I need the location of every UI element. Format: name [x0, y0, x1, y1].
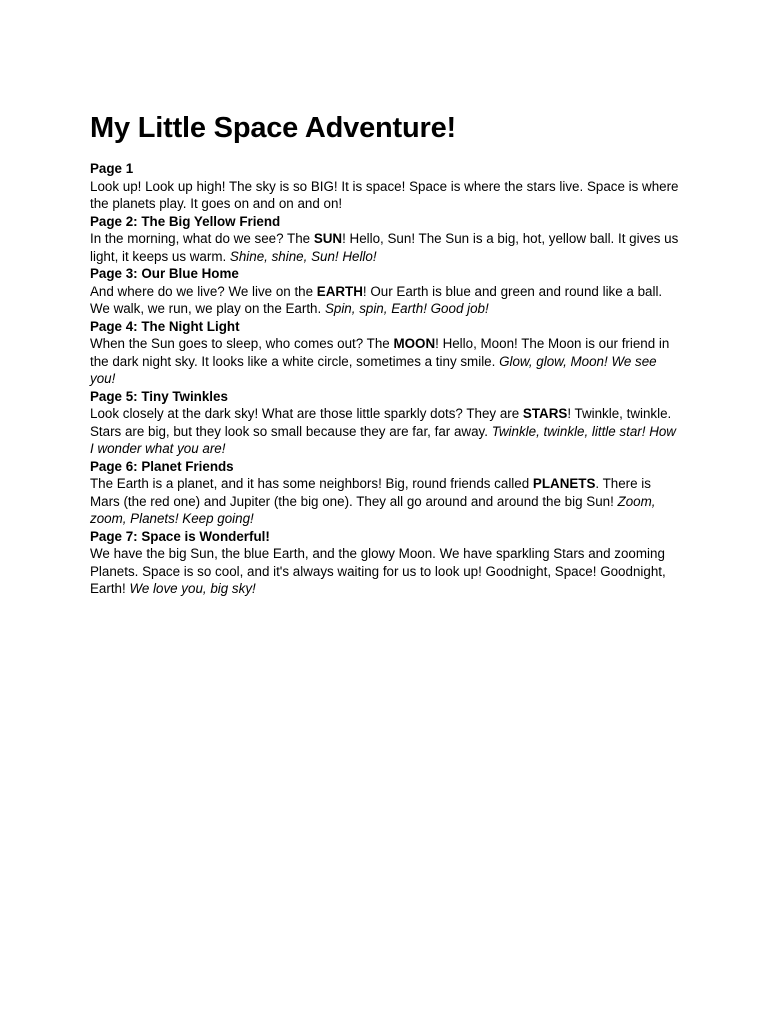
highlight-word: EARTH [316, 283, 363, 299]
section-page-2 [90, 213, 680, 266]
body-text: ! Our Earth is blue and green and round like a ball. We walk, we run, we play on the Earth. [90, 283, 663, 316]
document-title: My Little Space Adventure! [90, 112, 456, 144]
section-body [90, 230, 680, 265]
section-body [90, 545, 680, 598]
section-page-5 [90, 388, 680, 458]
section-page-7 [90, 528, 680, 598]
body-text: ! Hello, Sun! The Sun is a big, hot, yellow ball. It gives us light, it keeps us warm. [90, 231, 679, 264]
highlight-word: SUN [313, 231, 343, 246]
highlight-word: MOON [393, 336, 436, 351]
section-page-6 [90, 458, 680, 528]
body-text: When the Sun goes to sleep, who comes out? The [90, 336, 394, 351]
chant-text: Glow, glow, Moon! We see you! [90, 353, 657, 386]
section-body [90, 335, 680, 388]
section-heading: Page 1 [90, 161, 134, 176]
chant-text: Twinkle, twinkle, little star! How I wonder what you are! [90, 423, 676, 456]
section-body [90, 283, 680, 318]
body-text: Look closely at the dark sky! What are those little sparkly dots? They are [90, 406, 523, 421]
highlight-word: PLANETS [532, 476, 596, 491]
section-body [90, 178, 680, 213]
highlight-word: STARS [522, 406, 568, 421]
section-body [90, 475, 680, 528]
body-text: We have the big Sun, the blue Earth, and the glowy Moon. We have sparkling Stars and zooming Planets. Space is so cool, and it's always waiting for us to look up! Goodnight, Space! Goodnight, Earth! [90, 546, 666, 596]
body-text: Look up! Look up high! The sky is so BIG! It is space! Space is where the stars live. Space is where the planets play. It goes on and on and on! [90, 178, 679, 211]
chant-text: We love you, big sky! [129, 581, 256, 596]
body-text: ! Hello, Moon! The Moon is our friend in the dark night sky. It looks like a white circle, sometimes a tiny smile. [90, 336, 670, 369]
body-text: In the morning, what do we see? The [90, 231, 314, 246]
section-heading: Page 2: The Big Yellow Friend [90, 213, 281, 229]
section-heading: Page 4: The Night Light [90, 318, 240, 334]
body-text: ! Twinkle, twinkle. Stars are big, but they look so small because they are far, far away. [90, 406, 672, 439]
section-page-4 [90, 318, 680, 388]
section-heading: Page 7: Space is Wonderful! [90, 528, 270, 544]
section-page-3 [90, 265, 680, 318]
section-body [90, 405, 680, 458]
body-text: And where do we live? We live on the [90, 283, 317, 299]
document-page [90, 110, 680, 598]
section-page-1 [90, 160, 680, 213]
section-heading: Page 3: Our Blue Home [90, 266, 239, 281]
chant-text: Zoom, zoom, Planets! Keep going! [90, 493, 656, 526]
section-heading: Page 6: Planet Friends [90, 458, 234, 474]
chant-text: Spin, spin, Earth! Good job! [324, 301, 489, 316]
chant-text: Shine, shine, Sun! Hello! [229, 248, 377, 264]
body-text: The Earth is a planet, and it has some neighbors! Big, round friends called [90, 476, 533, 491]
section-heading: Page 5: Tiny Twinkles [90, 388, 228, 404]
body-text: . There is Mars (the red one) and Jupiter (the big one). They all go around and around the big Sun! [90, 476, 651, 509]
